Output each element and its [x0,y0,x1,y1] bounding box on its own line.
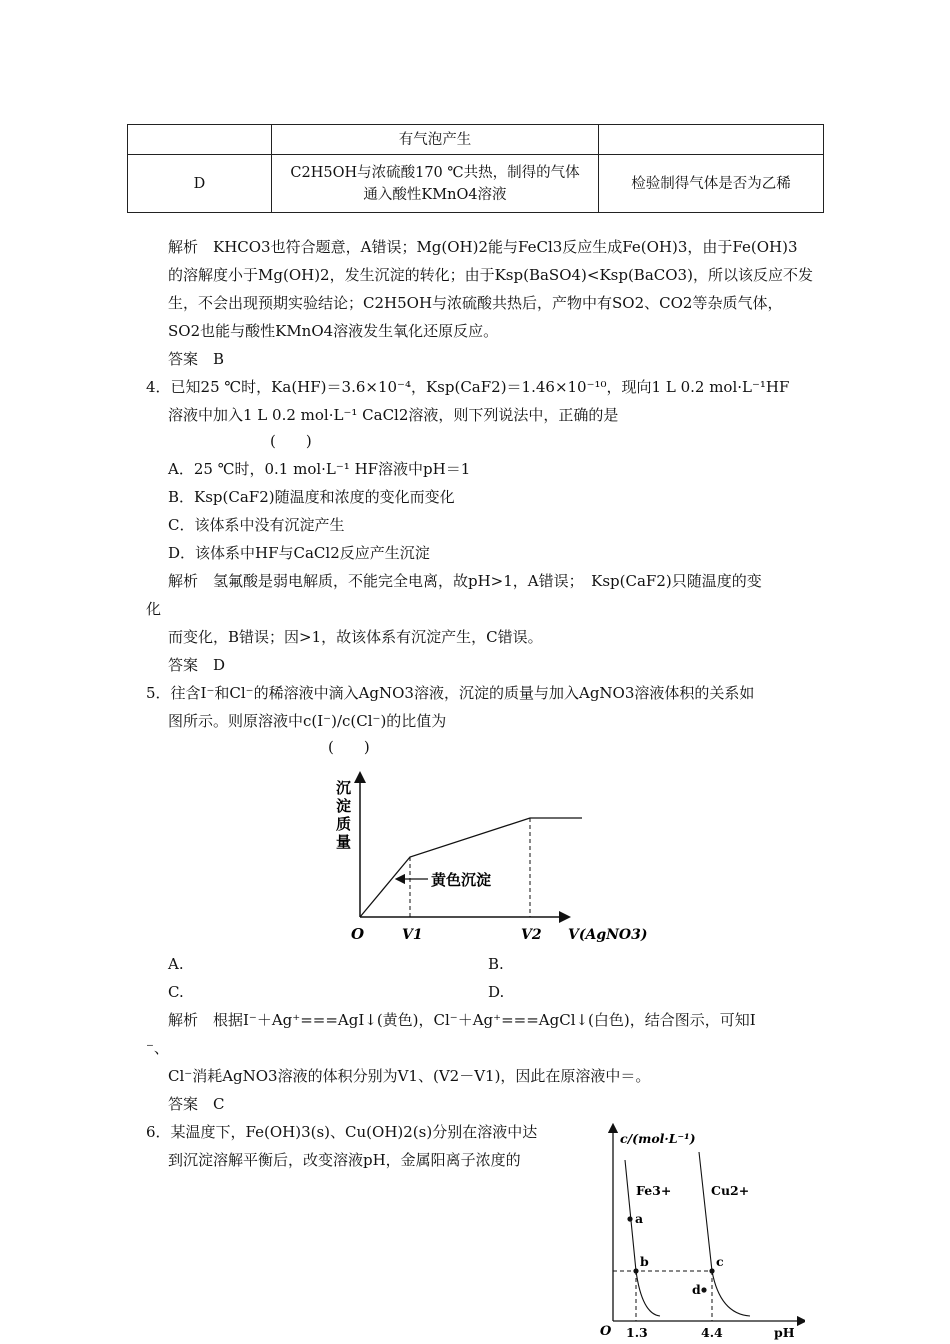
option-b: B. [488,955,504,973]
analysis-line: 的溶解度小于Mg(OH)2，发生沉淀的转化；由于Ksp(BaSO4)<Ksp(BaCO3)，所以该反应不发 [168,266,813,284]
option-b: B．Ksp(CaF2)随温度和浓度的变化而变化 [168,488,455,506]
table-cell [272,155,599,213]
origin-label: O [600,1324,612,1339]
tick-13: 1.3 [626,1325,648,1340]
annotation-label: 黄色沉淀 [431,871,492,889]
experiment-table [127,124,824,213]
ylabel-char: 量 [336,833,352,851]
option-d: D. [488,983,505,1001]
table-cell [128,125,272,155]
answer-blank: ( ) [270,432,312,450]
option-c: C. [168,983,184,1001]
option-a: A. [168,955,184,973]
option-c: C．该体系中没有沉淀产生 [168,516,345,534]
analysis-line: 化 [146,600,162,618]
ylabel: c/(mol·L⁻¹) [620,1131,696,1146]
label-a: a [635,1211,644,1226]
tick-44: 4.4 [701,1325,723,1340]
label-d: d [692,1282,701,1297]
ylabel-char: 质 [336,815,352,833]
point-a [627,1216,632,1221]
analysis-line: Cl⁻消耗AgNO3溶液的体积分别为V1、(V2－V1)，因此在原溶液中＝。 [168,1067,651,1085]
table-cell: 有气泡产生 [272,125,599,155]
option-a: A．25 ℃时，0.1 mol·L⁻¹ HF溶液中pH＝1 [168,460,471,478]
option-d: D．该体系中HF与CaCl2反应产生沉淀 [168,544,430,562]
analysis-line: 解析 氢氟酸是弱电解质，不能完全电离，故pH>1，A错误； Ksp(CaF2)只随温度的变 [168,572,762,590]
xlabel: pH [774,1325,795,1340]
mass-curve [360,818,582,917]
cell-line: C2H5OH与浓硫酸170 ℃共热，制得的气体 [290,164,580,181]
question-stem: 图所示。则原溶液中c(I⁻)/c(Cl⁻)的比值为 [168,712,447,730]
table-row [128,155,824,213]
question-stem: 4．已知25 ℃时，Ka(HF)＝3.6×10⁻⁴，Ksp(CaF2)＝1.46×10⁻¹⁰，现向1 L 0.2 mol·L⁻¹HF [146,378,790,396]
v1-label: V1 [402,927,423,943]
cell-line: 通入酸性KMnO4溶液 [363,186,507,203]
point-d [701,1287,706,1292]
fe-label: Fe3+ [636,1183,672,1198]
analysis-line: 生，不会出现预期实验结论；C2H5OH与浓硫酸共热后，产物中有SO2、CO2等杂质气体， [168,294,783,312]
point-c [709,1268,714,1273]
v2-label: V2 [521,927,542,943]
answer-line: 答案 C [168,1095,225,1113]
point-b [633,1268,638,1273]
precipitate-graph [325,765,655,950]
label-b: b [640,1254,649,1269]
label-c: c [716,1254,724,1269]
question-stem: 溶液中加入1 L 0.2 mol·L⁻¹ CaCl2溶液，则下列说法中，正确的是 [168,406,619,424]
cu-curve [699,1152,750,1316]
answer-line: 答案 B [168,350,225,368]
question-stem: 5．往含I⁻和Cl⁻的稀溶液中滴入AgNO3溶液，沉淀的质量与加入AgNO3溶液体积的关系如 [146,684,755,702]
origin-label: O [351,925,365,943]
answer-line: 答案 D [168,656,226,674]
table-cell: D [128,155,272,213]
table-cell: 检验制得气体是否为乙稀 [599,155,824,213]
analysis-line: 而变化，B错误；因>1，故该体系有沉淀产生，C错误。 [168,628,543,646]
question-stem: 6．某温度下，Fe(OH)3(s)、Cu(OH)2(s)分别在溶液中达 [146,1123,538,1141]
ph-concentration-graph [590,1118,805,1344]
table-cell [599,125,824,155]
analysis-line: ⁻、 [146,1039,169,1057]
question-stem: 到沉淀溶解平衡后，改变溶液pH，金属阳离子浓度的 [168,1151,521,1169]
analysis-line: 解析 KHCO3也符合题意，A错误；Mg(OH)2能与FeCl3反应生成Fe(OH)3，由于Fe(OH)3 [168,238,798,256]
answer-blank: ( ) [328,738,370,756]
cu-label: Cu2+ [711,1183,750,1198]
xlabel: V(AgNO3) [568,927,648,943]
analysis-line: 解析 根据I⁻＋Ag⁺===AgI↓(黄色)，Cl⁻＋Ag⁺===AgCl↓(白色)，结合图示，可知I [168,1011,756,1029]
table-row [128,125,824,155]
ylabel-char: 沉 [336,779,352,797]
ylabel-char: 淀 [336,797,352,815]
analysis-line: SO2也能与酸性KMnO4溶液发生氧化还原反应。 [168,322,499,340]
